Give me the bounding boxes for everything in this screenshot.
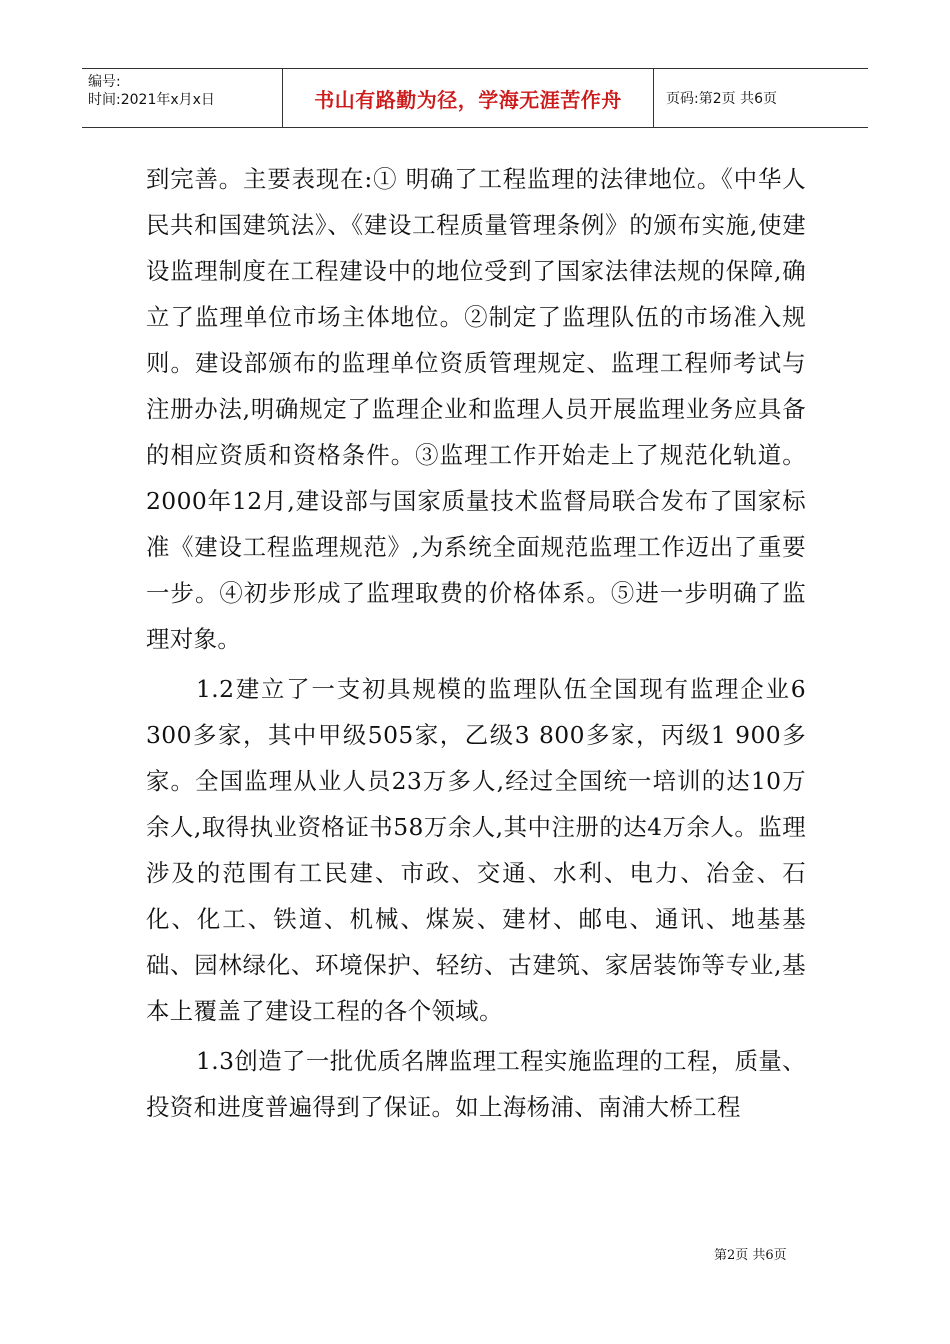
header-motto [282,69,654,127]
body-paragraph-3: 1.3创造了一批优质名牌监理工程实施监理的工程，质量、投资和进度普遍得到了保证。如上海杨浦、南浦大桥工程 [146,1047,806,1121]
footer-page-number: 第2页 共6页 [714,1248,787,1263]
page-footer [714,1244,787,1263]
document-number-label: 编号: [88,74,121,90]
motto-text: 书山有路勤为径，学海无涯苦作舟 [314,87,622,112]
body-paragraph-1: 到完善。主要表现在:① 明确了工程监理的法律地位。《中华人民共和国建筑法》、《建设工程质量管理条例》的颁布实施,使建设监理制度在工程建设中的地位受到了国家法律法规的保障,确立了监理单位市场主体地位。②制定了监理队伍的市场准入规则。建设部颁布的监理单位资质管理规定、监理工程师考试与注册办法,明确规定了监理企业和监理人员开展监理业务应具备的相应资质和资格条件。③监理工作开始走上了规范化轨道。2000年12月,建设部与国家质量技术监督局联合发布了国家标准《建设工程监理规范》,为系统全面规范监理工作迈出了重要一步。④初步形成了监理取费的价格体系。⑤进一步明确了监理对象。 [146,165,806,653]
page-code-text: 页码:第2页 共6页 [666,91,777,107]
body-paragraph-2: 1.2建立了一支初具规模的监理队伍全国现有监理企业6 300多家，其中甲级505家，乙级3 800多家，丙级1 900多家。全国监理从业人员23万多人,经过全国统一培训的达10万余人,取得执业资格证书58万余人,其中注册的达4万余人。监理涉及的范围有工民建、市政、交通、水利、电力、冶金、石化、化工、铁道、机械、煤炭、建材、邮电、通讯、地基基础、园林绿化、环境保护、轻纺、古建筑、家居装饰等专业,基本上覆盖了建设工程的各个领域。 [146,675,806,1025]
header-meta [82,69,282,127]
document-date: 时间:2021年x月x日 [88,92,215,108]
header-page-code [654,69,868,127]
document-body [146,156,806,1130]
page-header [82,68,868,128]
